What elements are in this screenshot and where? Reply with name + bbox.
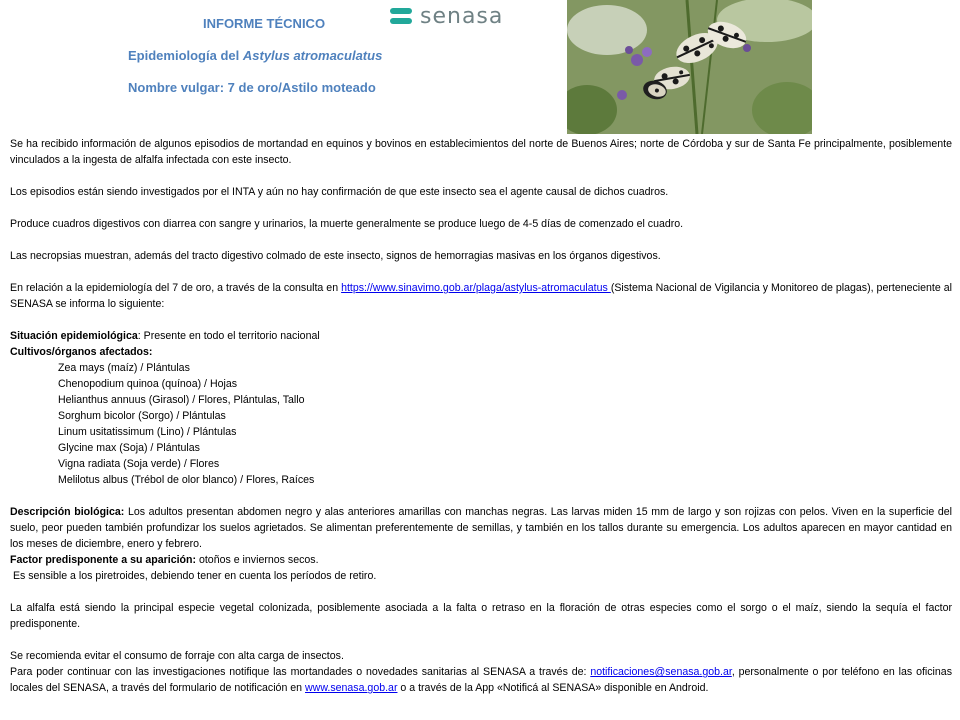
report-title: INFORME TÉCNICO <box>203 16 326 31</box>
paragraph-2: Los episodios están siendo investigados por el INTA y aún no hay confirmación de que este insecto sea el agente causal de dichos cuadros. <box>10 186 669 198</box>
paragraph-8-middle: , personalmente o por teléfono en las oficinas locales del SENASA, a través del formulario de notificación en <box>10 666 952 694</box>
common-name: Nombre vulgar: 7 de oro/Astilo moteado <box>128 80 376 95</box>
email-link[interactable]: notificaciones@senasa.gob.ar <box>590 666 732 678</box>
list-item: Linum usitatissimum (Lino) / Plántulas <box>58 426 237 438</box>
factor-value: otoños e inviernos secos. <box>196 554 319 566</box>
paragraph-1: Se ha recibido información de algunos episodios de mortandad en equinos y bovinos en establecimientos del norte de Buenos Aires; norte de Córdoba y sur de Santa Fe principalmente, posiblemente vinculados a la ingesta de alfalfa infectada con este insecto. <box>10 138 952 166</box>
report-header <box>0 0 960 135</box>
paragraph-8-end: o a través de la App «Notificá al SENASA» disponible en Android. <box>397 682 709 694</box>
factor-label: Factor predisponente a su aparición: <box>10 554 197 566</box>
factor-line <box>10 552 952 568</box>
situacion-label: Situación epidemiológica <box>10 330 138 342</box>
report-subtitle <box>128 48 382 63</box>
beetle-photo <box>567 0 812 134</box>
list-item: Chenopodium quinoa (quínoa) / Hojas <box>58 378 238 390</box>
species-name: Astylus atromaculatus <box>242 48 383 63</box>
sinavimo-link[interactable]: https://www.sinavimo.gob.ar/plaga/astylus-atromaculatus <box>341 282 611 294</box>
cultivos-label: Cultivos/órganos afectados: <box>10 346 153 358</box>
paragraph-5 <box>10 280 952 312</box>
list-item: Glycine max (Soja) / Plántulas <box>58 442 200 454</box>
list-item: Vigna radiata (Soja verde) / Flores <box>58 458 220 470</box>
situacion-value: : Presente en todo el territorio nacional <box>137 330 320 342</box>
logo-wordmark: senasa <box>420 3 504 29</box>
paragraph-8-intro: Para poder continuar con las investigaciones notifique las mortandades o novedades sanitarias al SENASA a través de: <box>10 666 591 678</box>
descripcion-text: Los adultos presentan abdomen negro y alas anteriores amarillas con manchas negras. Las larvas miden 15 mm de largo y son rojizas con pelos. Viven en la superficie del suelo, peor pueden también profundizar los suelos agrietados. Se alimentan preferentemente de semillas, y también en los tallos durante su emergencia. Los adultos aparecen en mayor cantidad en los meses de diciembre, enero y febrero. <box>10 506 953 550</box>
paragraph-7: Se recomienda evitar el consumo de forraje con alta carga de insectos. <box>10 650 344 662</box>
list-item: Zea mays (maíz) / Plántulas <box>58 362 190 374</box>
paragraph-8 <box>10 664 952 696</box>
report-body <box>10 136 952 696</box>
crop-list <box>10 360 952 488</box>
descripcion-paragraph <box>10 504 952 552</box>
subtitle-prefix: Epidemiología del <box>128 48 240 63</box>
situacion-line <box>10 328 952 344</box>
senasa-web-link[interactable]: www.senasa.gob.ar <box>305 682 398 694</box>
paragraph-5-intro: En relación a la epidemiología del 7 de oro, a través de la consulta en <box>10 282 342 294</box>
piretroides-line: Es sensible a los piretroides, debiendo tener en cuenta los períodos de retiro. <box>10 570 377 582</box>
paragraph-6: La alfalfa está siendo la principal especie vegetal colonizada, posiblemente asociada a la falta o retraso en la floración de otras especies como el sorgo o el maíz, siendo la sequía el factor predisponente. <box>10 602 952 630</box>
paragraph-3: Produce cuadros digestivos con diarrea con sangre y urinarios, la muerte generalmente se produce luego de 4-5 días de comenzado el cuadro. <box>10 218 684 230</box>
list-item: Sorghum bicolor (Sorgo) / Plántulas <box>58 410 226 422</box>
paragraph-4: Las necropsias muestran, además del tracto digestivo colmado de este insecto, signos de hemorragias masivas en los órganos digestivos. <box>10 250 661 262</box>
beetle-photo-image <box>567 0 812 134</box>
descripcion-label: Descripción biológica: <box>10 506 125 518</box>
senasa-logo <box>390 4 550 28</box>
list-item: Melilotus albus (Trébol de olor blanco) / Flores, Raíces <box>58 474 315 486</box>
list-item: Helianthus annuus (Girasol) / Flores, Plántulas, Tallo <box>58 394 305 406</box>
paragraph-5-rest: (Sistema Nacional de Vigilancia y Monitoreo de plagas), perteneciente al SENASA se informa lo siguiente: <box>10 282 952 310</box>
senasa-logo-icon <box>390 6 412 26</box>
